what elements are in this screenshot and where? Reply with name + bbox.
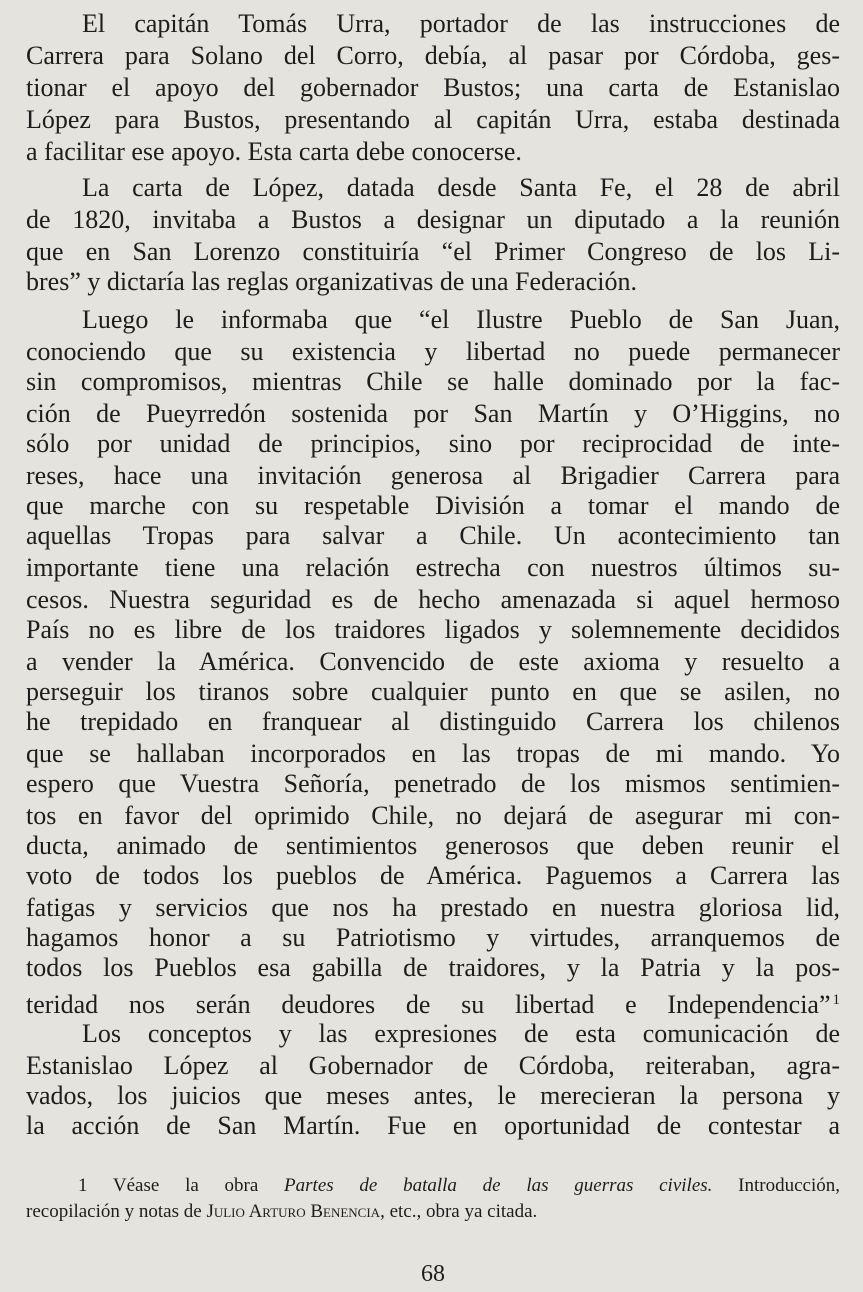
footnote-line-2 bbox=[26, 1198, 840, 1226]
paragraph-2-line-1: La carta de López, datada desde Santa Fe, el 28 de abril bbox=[82, 173, 840, 202]
paragraph-3-line-13: perseguir los tiranos sobre cualquier punto en que se asilen, no bbox=[26, 677, 840, 706]
paragraph-3-line-6: reses, hace una invitación generosa al Brigadier Carrera para bbox=[26, 461, 840, 490]
paragraph-2-line-4: bres” y dictaría las reglas organizativas de una Federación. bbox=[26, 267, 637, 296]
footnote-line-1 bbox=[78, 1172, 840, 1200]
footnote-text-end: , etc., obra ya citada. bbox=[380, 1201, 538, 1222]
footnote-author: Julio Arturo Benencia bbox=[206, 1201, 381, 1222]
paragraph-3-line-22: todos los Pueblos esa gabilla de traidores, y la Patria y la pos- bbox=[26, 953, 840, 982]
paragraph-3-line-21: hagamos honor a su Patriotismo y virtudes, arranquemos de bbox=[26, 923, 840, 952]
footnote-reference-1: 1 bbox=[832, 992, 840, 1008]
paragraph-4-line-1: Los conceptos y las expresiones de esta comunicación de bbox=[82, 1019, 840, 1048]
paragraph-3-line-1: Luego le informaba que “el Ilustre Pueblo de San Juan, bbox=[82, 305, 840, 334]
paragraph-3-line-23-text: teridad nos serán deudores de su libertad e Independencia” bbox=[26, 990, 831, 1019]
footnote-text-compilation: recopilación y notas de bbox=[26, 1201, 202, 1222]
paragraph-1-line-4: López para Bustos, presentando al capitán Urra, estaba destinada bbox=[26, 105, 840, 134]
paragraph-4-line-2: Estanislao López al Gobernador de Córdoba, reiteraban, agra- bbox=[26, 1051, 840, 1080]
footnote-text-intro: Introducción, bbox=[738, 1175, 840, 1196]
footnote-text-start: Véase la obra bbox=[112, 1175, 259, 1196]
paragraph-2-line-3: que en San Lorenzo constituiría “el Primer Congreso de los Li- bbox=[26, 237, 840, 266]
paragraph-1-line-5: a facilitar ese apoyo. Esta carta debe conocerse. bbox=[26, 137, 522, 166]
book-page bbox=[26, 0, 840, 1292]
paragraph-3-line-23 bbox=[26, 984, 840, 1021]
paragraph-3-line-18: ducta, animado de sentimientos generosos que deben reunir el bbox=[26, 831, 840, 860]
paragraph-3-line-14: he trepidado en franquear al distinguido Carrera los chilenos bbox=[26, 707, 840, 736]
paragraph-3-line-15: que se hallaban incorporados en las tropas de mi mando. Yo bbox=[26, 739, 840, 768]
paragraph-3-line-11: País no es libre de los traidores ligados y solemnemente decididos bbox=[26, 615, 840, 644]
paragraph-3-line-2: conociendo que su existencia y libertad no puede permanecer bbox=[26, 337, 840, 366]
page-number: 68 bbox=[421, 1261, 445, 1287]
footnote-book-title: Partes de batalla de las guerras civiles. bbox=[284, 1175, 713, 1196]
paragraph-3-line-16: espero que Vuestra Señoría, penetrado de los mismos sentimien- bbox=[26, 769, 840, 798]
paragraph-3-line-20: fatigas y servicios que nos ha prestado en nuestra gloriosa lid, bbox=[26, 893, 840, 922]
paragraph-1-line-1: El capitán Tomás Urra, portador de las instrucciones de bbox=[82, 9, 840, 38]
paragraph-3-line-10: cesos. Nuestra seguridad es de hecho amenazada si aquel hermoso bbox=[26, 585, 840, 614]
paragraph-1-line-2: Carrera para Solano del Corro, debía, al pasar por Córdoba, ges- bbox=[26, 41, 840, 70]
paragraph-3-line-4: ción de Pueyrredón sostenida por San Martín y O’Higgins, no bbox=[26, 399, 840, 428]
paragraph-3-line-7: que marche con su respetable División a tomar el mando de bbox=[26, 491, 840, 520]
paragraph-4-line-4: la acción de San Martín. Fue en oportunidad de contestar a bbox=[26, 1111, 840, 1140]
paragraph-3-line-12: a vender la América. Convencido de este axioma y resuelto a bbox=[26, 647, 840, 676]
paragraph-3-line-17: tos en favor del oprimido Chile, no dejará de asegurar mi con- bbox=[26, 801, 840, 830]
footnote-marker: 1 bbox=[78, 1175, 88, 1196]
paragraph-2-line-2: de 1820, invitaba a Bustos a designar un diputado a la reunión bbox=[26, 205, 840, 234]
paragraph-4-line-3: vados, los juicios que meses antes, le merecieran la persona y bbox=[26, 1081, 840, 1110]
paragraph-3-line-5: sólo por unidad de principios, sino por reciprocidad de inte- bbox=[26, 429, 840, 458]
paragraph-3-line-3: sin compromisos, mientras Chile se halle dominado por la fac- bbox=[26, 367, 840, 396]
paragraph-3-line-8: aquellas Tropas para salvar a Chile. Un acontecimiento tan bbox=[26, 521, 840, 550]
paragraph-1-line-3: tionar el apoyo del gobernador Bustos; una carta de Estanislao bbox=[26, 73, 840, 102]
paragraph-3-line-9: importante tiene una relación estrecha con nuestros últimos su- bbox=[26, 553, 840, 582]
paragraph-3-line-19: voto de todos los pueblos de América. Paguemos a Carrera las bbox=[26, 861, 840, 890]
